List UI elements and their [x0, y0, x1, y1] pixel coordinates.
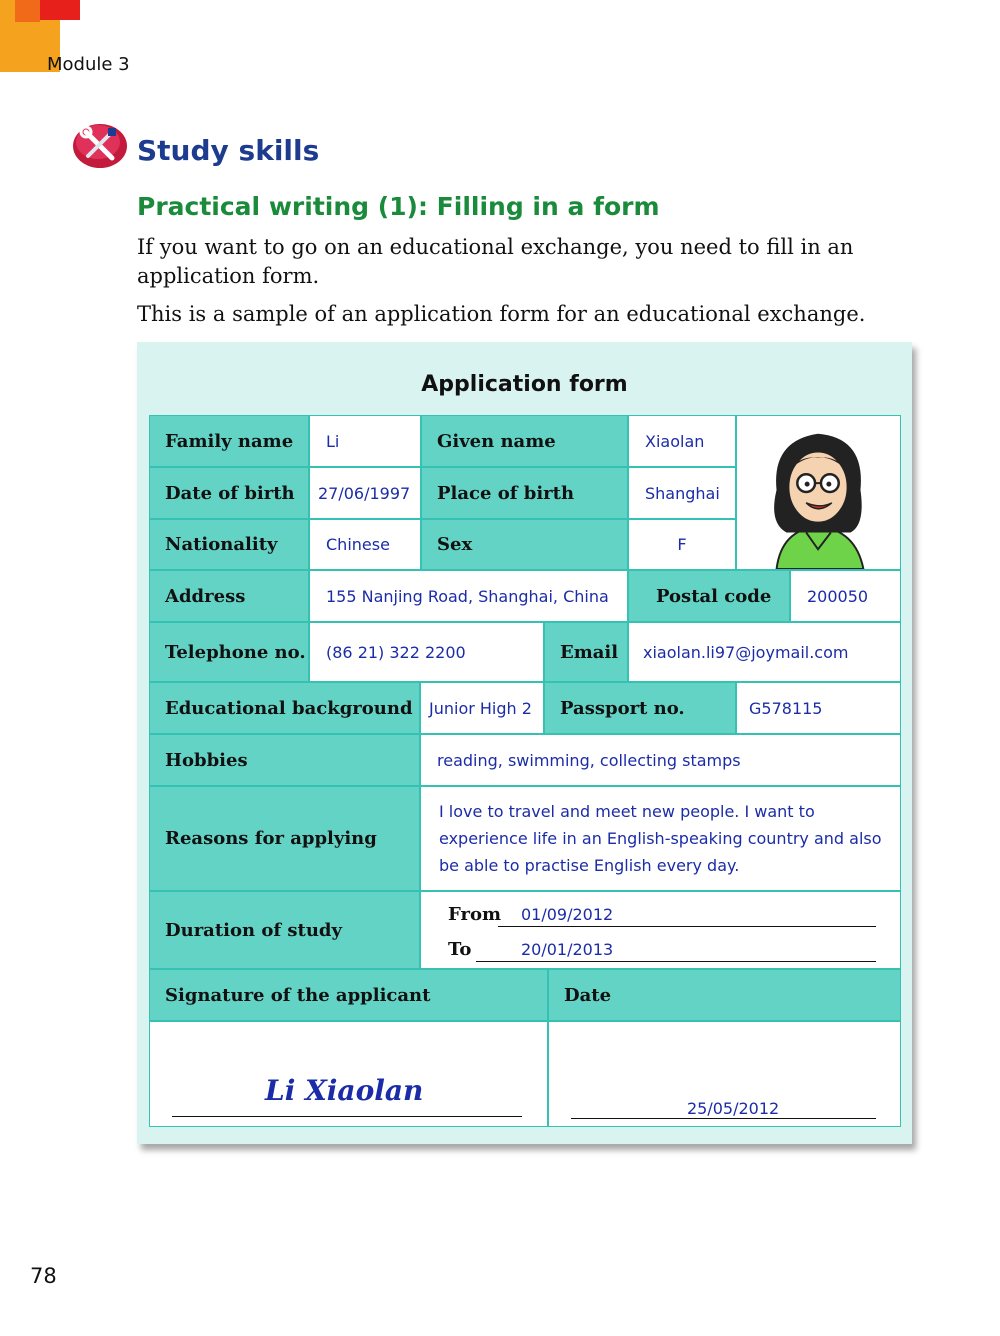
hobbies-label: Hobbies [149, 734, 420, 786]
telephone-label: Telephone no. [149, 622, 309, 682]
date-of-birth-label: Date of birth [149, 467, 309, 519]
subtitle: Practical writing (1): Filling in a form [137, 192, 660, 221]
page-number: 78 [30, 1264, 57, 1288]
sex-value: F [628, 519, 736, 570]
email-label: Email [544, 622, 628, 682]
intro-paragraph: If you want to go on an educational exchange, you need to fill in an application form. [137, 235, 854, 288]
postal-code-value: 200050 [790, 570, 901, 622]
form-title: Application form [421, 372, 628, 397]
reasons-label: Reasons for applying [149, 786, 420, 891]
postal-code-label: Postal code [628, 570, 790, 622]
education-label: Educational background [149, 682, 420, 734]
duration-label: Duration of study [149, 891, 420, 969]
reasons-value: I love to travel and meet new people. I want to experience life in an English-speaking country and also be able to practise English every day. [420, 786, 901, 891]
date-label: Date [548, 969, 901, 1021]
from-rule [498, 926, 876, 927]
section-title: Study skills [137, 134, 320, 167]
nationality-value: Chinese [309, 519, 421, 570]
hobbies-value: reading, swimming, collecting stamps [420, 734, 901, 786]
to-rule [476, 961, 876, 962]
module-label: Module 3 [47, 54, 130, 75]
signature-value: Li Xiaolan [265, 1074, 424, 1107]
sex-label: Sex [421, 519, 628, 570]
corner-decoration-accent [15, 0, 40, 22]
given-name-value: Xiaolan [628, 415, 736, 467]
to-label: To [448, 939, 472, 960]
sample-paragraph: This is a sample of an application form for an educational exchange. [137, 302, 866, 326]
telephone-value: (86 21) 322 2200 [309, 622, 544, 682]
family-name-value: Li [309, 415, 421, 467]
from-label: From [448, 904, 501, 925]
place-of-birth-value: Shanghai [628, 467, 736, 519]
duration-box [420, 891, 901, 969]
education-value: Junior High 2 [420, 682, 544, 734]
family-name-label: Family name [149, 415, 309, 467]
from-value: 01/09/2012 [521, 905, 614, 924]
date-of-birth-value: 27/06/1997 [309, 467, 421, 519]
passport-value: G578115 [736, 682, 901, 734]
place-of-birth-label: Place of birth [421, 467, 628, 519]
application-form [137, 342, 912, 1144]
corner-decoration-red [40, 0, 80, 20]
nationality-label: Nationality [149, 519, 309, 570]
signature-rule [172, 1116, 522, 1117]
signature-box [149, 1021, 548, 1127]
address-label: Address [149, 570, 309, 622]
passport-label: Passport no. [544, 682, 736, 734]
address-value: 155 Nanjing Road, Shanghai, China [309, 570, 628, 622]
signature-label: Signature of the applicant [149, 969, 548, 1021]
girl-avatar-icon [737, 416, 900, 569]
date-value: 25/05/2012 [687, 1099, 780, 1118]
date-box [548, 1021, 901, 1127]
email-value: xiaolan.li97@joymail.com [628, 622, 901, 682]
date-rule [571, 1118, 876, 1119]
to-value: 20/01/2013 [521, 940, 614, 959]
given-name-label: Given name [421, 415, 628, 467]
tools-icon [72, 120, 128, 170]
applicant-photo [736, 415, 901, 570]
